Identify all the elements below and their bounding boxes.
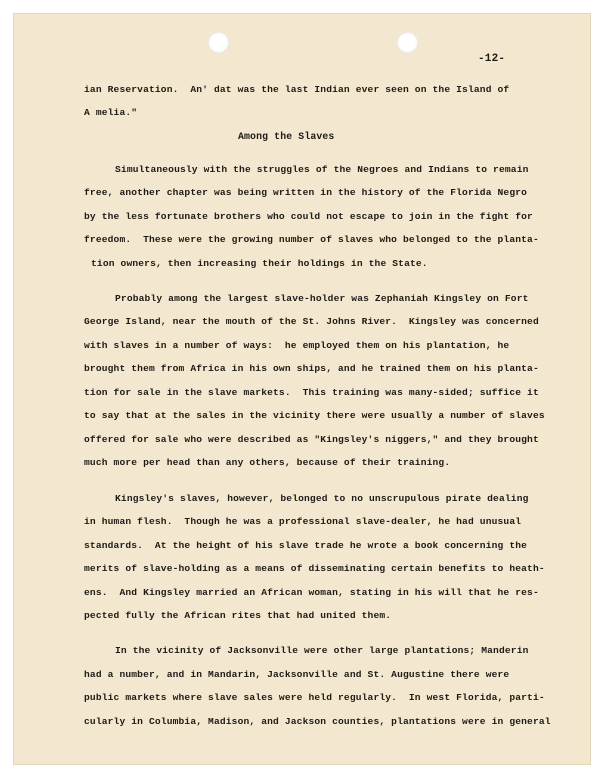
- text-line: tion for sale in the slave markets. This training was many-sided; suffice it: [84, 387, 539, 398]
- text-line: merits of slave-holding as a means of disseminating certain benefits to heath-: [84, 563, 545, 574]
- page-number: -12-: [478, 53, 506, 65]
- text-line: tion owners, then increasing their holdings in the State.: [91, 258, 428, 269]
- text-line: In the vicinity of Jacksonville were other large plantations; Manderin: [115, 645, 529, 656]
- text-line: Kingsley's slaves, however, belonged to no unscrupulous pirate dealing: [115, 493, 529, 504]
- text-line: A melia.": [84, 107, 138, 118]
- typewritten-page: [13, 13, 591, 765]
- text-line: Probably among the largest slave-holder was Zephaniah Kingsley on Fort: [115, 293, 529, 304]
- text-line: ens. And Kingsley married an African woman, stating in his will that he res-: [84, 587, 539, 598]
- text-line: cularly in Columbia, Madison, and Jackson counties, plantations were in general: [84, 716, 551, 727]
- text-line: with slaves in a number of ways: he employed them on his plantation, he: [84, 340, 510, 351]
- text-line: Simultaneously with the struggles of the Negroes and Indians to remain: [115, 164, 529, 175]
- text-line: by the less fortunate brothers who could not escape to join in the fight for: [84, 211, 533, 222]
- text-line: to say that at the sales in the vicinity there were usually a number of slaves: [84, 410, 545, 421]
- punch-hole-left: [208, 32, 229, 53]
- punch-hole-right: [397, 32, 418, 53]
- text-line: brought them from Africa in his own ships, and he trained them on his planta-: [84, 363, 539, 374]
- text-line: public markets where slave sales were held regularly. In west Florida, parti-: [84, 692, 545, 703]
- text-line: George Island, near the mouth of the St. Johns River. Kingsley was concerned: [84, 316, 539, 327]
- text-line: in human flesh. Though he was a professional slave-dealer, he had unusual: [84, 516, 522, 527]
- text-line: freedom. These were the growing number of slaves who belonged to the planta-: [84, 234, 539, 245]
- text-line: pected fully the African rites that had united them.: [84, 610, 392, 621]
- text-line: had a number, and in Mandarin, Jacksonville and St. Augustine there were: [84, 669, 510, 680]
- text-line: offered for sale who were described as "Kingsley's niggers," and they brought: [84, 434, 539, 445]
- text-line: ian Reservation. An' dat was the last Indian ever seen on the Island of: [84, 84, 510, 95]
- text-line: much more per head than any others, because of their training.: [84, 457, 451, 468]
- text-line: free, another chapter was being written in the history of the Florida Negro: [84, 187, 528, 198]
- text-line: standards. At the height of his slave trade he wrote a book concerning the: [84, 540, 528, 551]
- section-heading: Among the Slaves: [238, 131, 335, 142]
